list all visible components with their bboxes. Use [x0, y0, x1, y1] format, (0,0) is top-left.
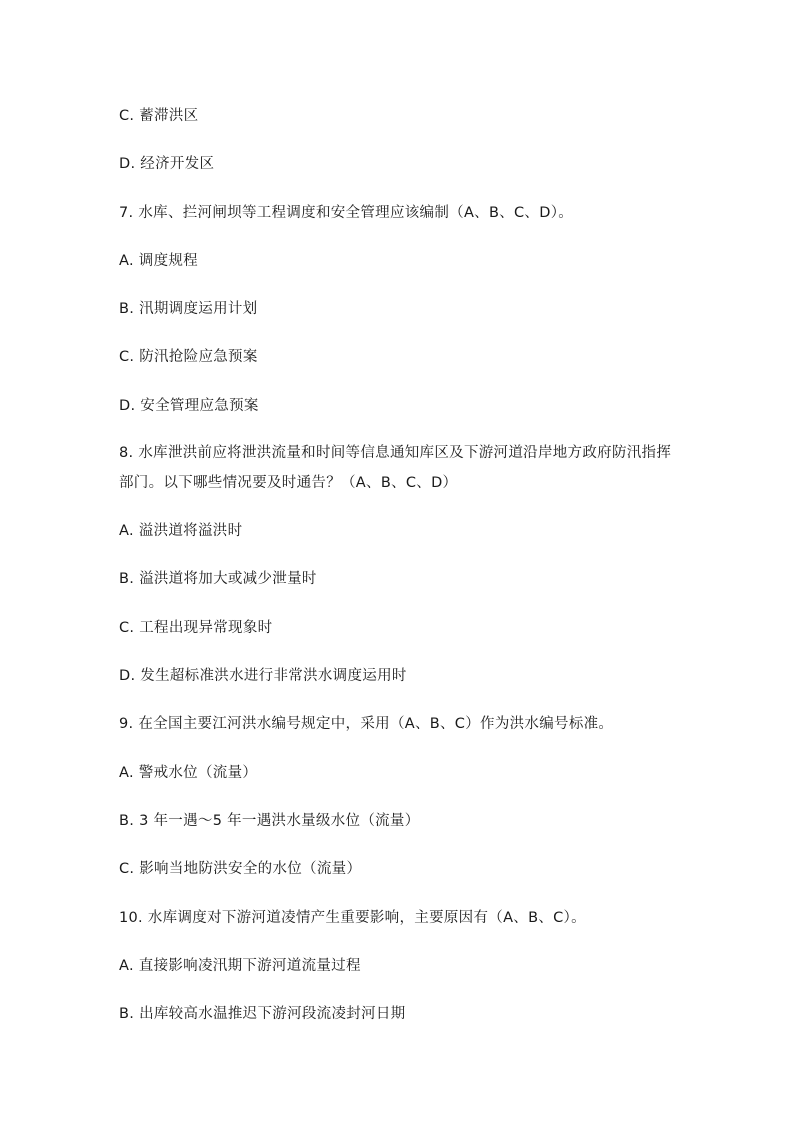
- option-d-line: D. 经济开发区: [119, 156, 215, 172]
- option-c-line: C. 防汛抢险应急预案: [119, 349, 258, 365]
- question-7: 7. 水库、拦河闸坝等工程调度和安全管理应该编制（A、B、C、D）。: [119, 205, 574, 221]
- option-a-line: A. 调度规程: [119, 253, 198, 269]
- option-b-line: B. 溢洪道将加大或减少泄量时: [119, 571, 317, 587]
- option-d-line: D. 发生超标准洪水进行非常洪水调度运用时: [119, 668, 407, 684]
- option-b-line: B. 出库较高水温推迟下游河段流凌封河日期: [119, 1006, 406, 1022]
- question-9: 9. 在全国主要江河洪水编号规定中，采用（A、B、C）作为洪水编号标准。: [119, 716, 614, 732]
- option-a-line: A. 警戒水位（流量）: [119, 765, 258, 781]
- option-a-line: A. 溢洪道将溢洪时: [119, 523, 243, 539]
- option-c-line: C. 工程出现异常现象时: [119, 620, 273, 636]
- option-b-line: B. 3 年一遇～5 年一遇洪水量级水位（流量）: [119, 813, 420, 829]
- question-8: 8. 水库泄洪前应将泄洪流量和时间等信息通知库区及下游河道沿岸地方政府防汛指挥部门。以下哪些情况要及时通告？（A、B、C、D）: [119, 445, 672, 491]
- option-d-line: D. 安全管理应急预案: [119, 398, 259, 414]
- option-b-line: B. 汛期调度运用计划: [119, 301, 258, 317]
- option-c-line: C. 影响当地防洪安全的水位（流量）: [119, 861, 362, 877]
- option-a-line: A. 直接影响凌汛期下游河道流量过程: [119, 958, 361, 974]
- question-10: 10. 水库调度对下游河道凌情产生重要影响，主要原因有（A、B、C）。: [119, 910, 586, 926]
- option-c-line: C. 蓄滞洪区: [119, 108, 199, 124]
